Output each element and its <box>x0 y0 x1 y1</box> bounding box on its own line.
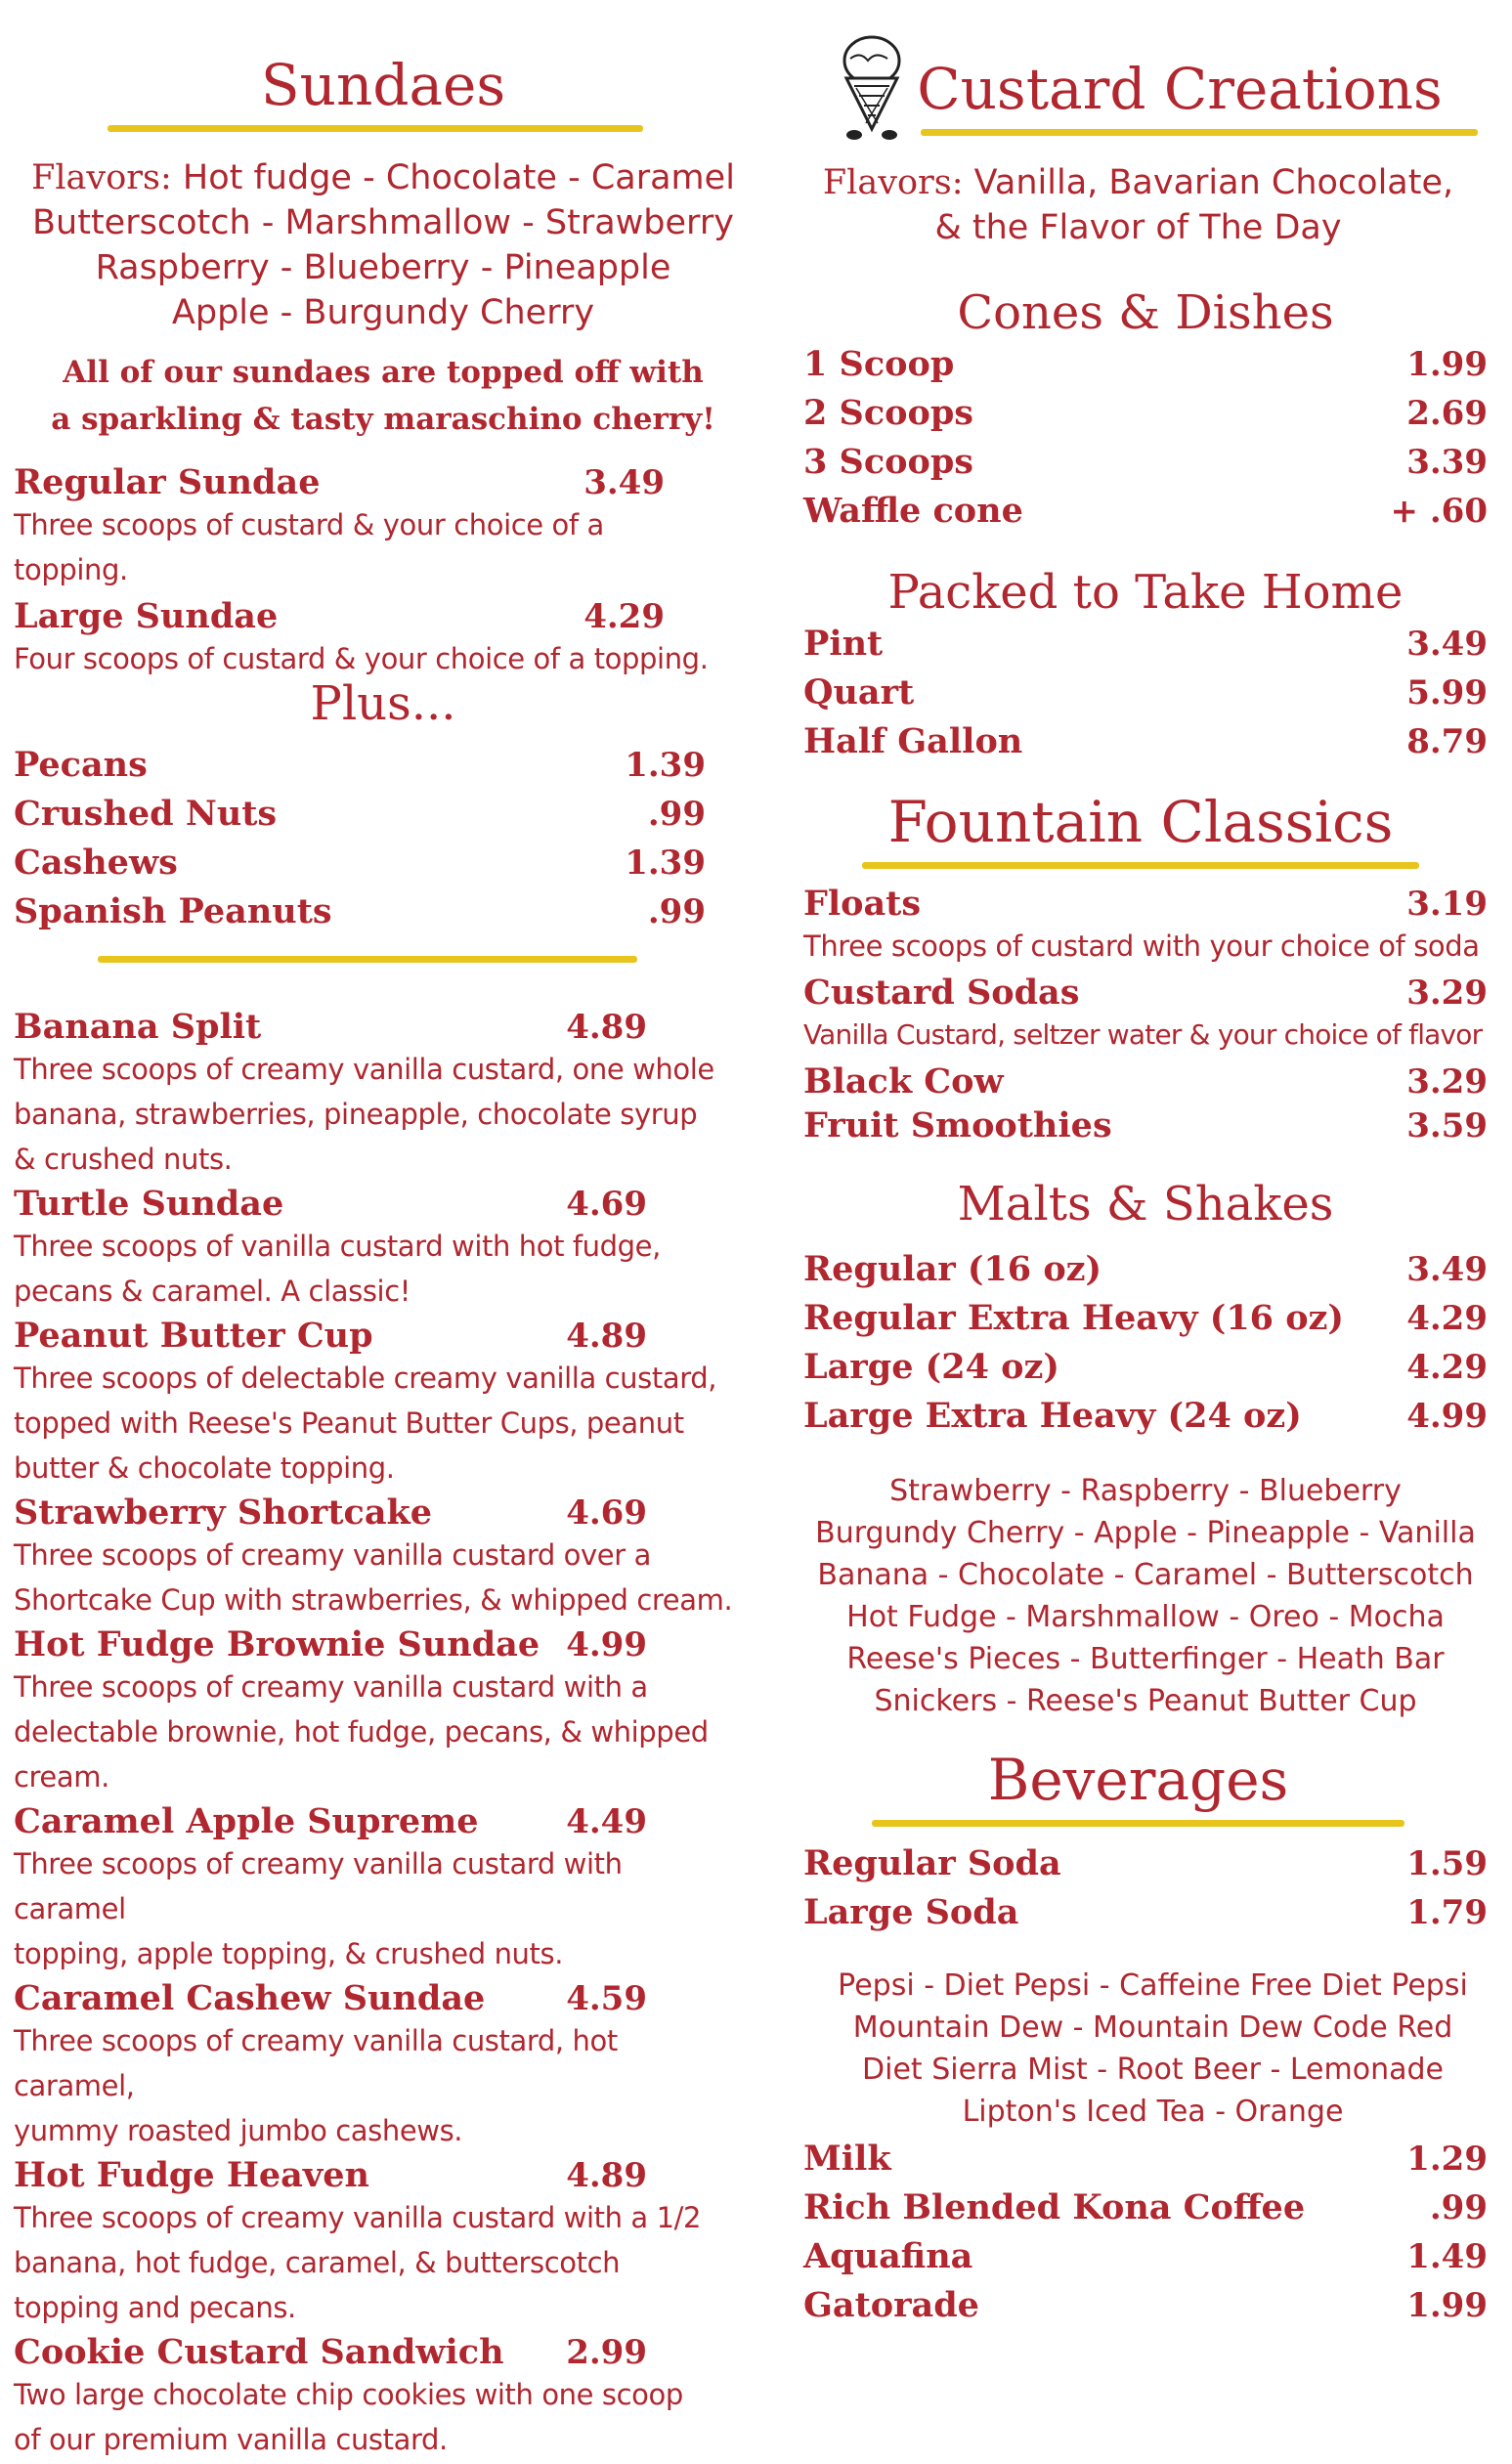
packed-section <box>803 565 1488 770</box>
item-description: & crushed nuts. <box>14 1143 233 1176</box>
item-price: 4.99 <box>1406 1397 1488 1436</box>
item-price: 3.49 <box>1406 1250 1488 1289</box>
item-description: Three scoops of creamy vanilla custard, hot caramel, <box>14 2024 618 2102</box>
item-name: Regular (16 oz) <box>803 1249 1102 1289</box>
menu-item-header <box>14 1007 737 1047</box>
item-name: Turtle Sundae <box>14 1184 284 1224</box>
menu-item <box>803 2139 1488 2187</box>
flavor-line <box>794 160 1483 205</box>
custard-title: Custard Creations <box>917 56 1443 122</box>
menu-item <box>803 1347 1488 1396</box>
menu-item <box>14 596 723 636</box>
menu-item <box>803 1843 1488 1892</box>
fountain-underline <box>862 862 1419 869</box>
malts-title: Malts & Shakes <box>957 1177 1334 1232</box>
item-name: 1 Scoop <box>803 344 955 384</box>
menu-item <box>14 745 706 794</box>
menu-item <box>803 672 1488 721</box>
flavor-line: Burgundy Cherry - Apple - Pineapple - Vanilla <box>815 1516 1476 1550</box>
malts-items <box>803 1249 1488 1445</box>
item-description: Two large chocolate chip cookies with one scoop <box>14 2378 683 2411</box>
item-price: 1.39 <box>625 843 706 883</box>
item-description: Three scoops of custard with your choice of soda <box>803 929 1480 963</box>
flavor-line: Banana - Chocolate - Caramel - Butterscotch <box>817 1558 1474 1592</box>
item-name: Custard Sodas <box>803 973 1080 1013</box>
flavor-line <box>14 155 753 200</box>
item-price: 1.39 <box>625 746 706 785</box>
item-name: Hot Fudge Brownie Sundae <box>14 1624 540 1664</box>
menu-item <box>803 1396 1488 1445</box>
specialty-item <box>14 1978 737 2153</box>
item-price: .99 <box>1429 2188 1488 2227</box>
item-price: 4.49 <box>566 1802 647 1841</box>
flavors-label: Flavors: <box>822 163 964 202</box>
section-divider <box>98 956 637 963</box>
item-description: topping and pecans. <box>14 2291 296 2324</box>
item-description: Three scoops of vanilla custard with hot fudge, <box>14 1230 661 1263</box>
item-name: Strawberry Shortcake <box>14 1492 433 1533</box>
item-price: 3.39 <box>1406 443 1488 482</box>
item-name: Banana Split <box>14 1007 262 1047</box>
menu-item-header <box>14 1184 737 1224</box>
menu-item <box>803 624 1488 672</box>
packed-title: Packed to Take Home <box>887 565 1404 620</box>
menu-item-header <box>14 1801 737 1841</box>
menu-item <box>14 843 706 891</box>
plus-items <box>14 745 753 940</box>
menu-item <box>803 1061 1512 1102</box>
item-name: Cashews <box>14 843 178 883</box>
item-price: 1.29 <box>1406 2140 1488 2179</box>
item-name: Pecans <box>14 745 148 785</box>
item-price: 4.89 <box>566 1008 647 1047</box>
item-name: Regular Sundae <box>14 462 321 502</box>
item-name: Rich Blended Kona Coffee <box>803 2187 1306 2227</box>
item-name: Half Gallon <box>803 721 1023 761</box>
menu-item <box>803 344 1488 393</box>
custard-flavors <box>794 160 1483 250</box>
soda-items <box>803 1843 1488 1941</box>
item-description: Three scoops of custard & your choice of a topping. <box>14 508 604 586</box>
beverages-underline <box>872 1820 1404 1827</box>
flavor-text: Vanilla, Bavarian Chocolate, <box>973 163 1454 202</box>
item-description: Three scoops of creamy vanilla custard with a 1/2 <box>14 2201 702 2234</box>
item-description: Four scoops of custard & your choice of a topping. <box>14 642 709 675</box>
item-name: Large Soda <box>803 1892 1019 1932</box>
item-price: 4.99 <box>566 1625 647 1664</box>
item-name: Quart <box>803 672 915 713</box>
specialty-item <box>14 2155 737 2330</box>
item-price: .99 <box>647 892 706 931</box>
item-price: 3.29 <box>1406 1062 1488 1102</box>
sundae-items <box>14 462 753 681</box>
cones-title: Cones & Dishes <box>957 285 1334 340</box>
item-price: 3.19 <box>1406 885 1488 924</box>
menu-item-header <box>14 2155 737 2195</box>
specialty-item <box>14 1007 737 1182</box>
item-name: Hot Fudge Heaven <box>14 2155 369 2195</box>
item-description: Three scoops of creamy vanilla custard, one whole <box>14 1053 714 1086</box>
item-price: .99 <box>647 795 706 834</box>
specialty-item <box>14 2332 737 2462</box>
item-price: 4.69 <box>566 1185 647 1224</box>
menu-item-header <box>14 1978 737 2018</box>
item-name: Black Cow <box>803 1061 1004 1102</box>
flavor-text: Hot fudge - Chocolate - Caramel <box>182 158 735 197</box>
item-description: topping, apple topping, & crushed nuts. <box>14 1937 564 1970</box>
item-price: 1.99 <box>1406 345 1488 384</box>
menu-item-header <box>14 1316 737 1356</box>
specialty-item <box>14 1316 737 1491</box>
item-price: 2.99 <box>566 2333 647 2372</box>
item-price: 3.59 <box>1406 1106 1488 1146</box>
item-description: banana, hot fudge, caramel, & butterscotch <box>14 2246 621 2279</box>
menu-item <box>803 2187 1488 2236</box>
flavor-line: Lipton's Iced Tea - Orange <box>962 2095 1344 2129</box>
item-name: Large Sundae <box>14 596 279 636</box>
item-description: Three scoops of creamy vanilla custard over a <box>14 1538 651 1572</box>
plus-section <box>14 676 753 940</box>
flavor-line: Snickers - Reese's Peanut Butter Cup <box>874 1684 1417 1718</box>
flavor-line: Butterscotch - Marshmallow - Strawberry <box>32 203 734 242</box>
item-price: 4.89 <box>566 1317 647 1356</box>
sundaes-section <box>14 52 753 681</box>
item-name: Aquafina <box>803 2236 973 2276</box>
note-line: a sparkling & tasty maraschino cherry! <box>51 402 715 437</box>
item-price: 2.69 <box>1406 394 1488 433</box>
menu-item <box>14 794 706 843</box>
fountain-title: Fountain Classics <box>887 789 1394 855</box>
sundaes-underline <box>108 125 643 132</box>
fountain-section <box>862 789 1419 869</box>
menu-item <box>803 973 1512 1013</box>
specialty-item <box>14 1624 737 1799</box>
item-price: 3.49 <box>1406 625 1488 664</box>
item-price: 4.89 <box>566 2156 647 2195</box>
flavor-line: Raspberry - Blueberry - Pineapple <box>95 248 671 287</box>
menu-item <box>14 462 723 502</box>
menu-item <box>803 1105 1512 1146</box>
flavors-label: Flavors: <box>31 158 172 197</box>
specialty-sundaes <box>14 1007 737 2464</box>
beverages-section <box>872 1747 1404 1827</box>
item-price: 3.29 <box>1406 973 1488 1013</box>
item-description: pecans & caramel. A classic! <box>14 1275 410 1308</box>
custard-section <box>852 56 1507 136</box>
flavor-line: Pepsi - Diet Pepsi - Caffeine Free Diet Pepsi <box>838 1968 1468 2003</box>
note-line: All of our sundaes are topped off with <box>63 355 704 390</box>
item-price: 4.29 <box>1406 1299 1488 1338</box>
item-price: 4.29 <box>583 597 665 636</box>
item-price: + .60 <box>1390 492 1488 531</box>
menu-item <box>803 884 1512 924</box>
item-description: Three scoops of creamy vanilla custard with caramel <box>14 1847 623 1925</box>
soda-flavors <box>794 1965 1512 2133</box>
item-name: Regular Soda <box>803 1843 1061 1883</box>
item-name: Gatorade <box>803 2285 979 2325</box>
item-description: Three scoops of creamy vanilla custard with a <box>14 1670 648 1704</box>
fountain-items <box>803 884 1512 1146</box>
item-name: Peanut Butter Cup <box>14 1316 373 1356</box>
flavor-line: Mountain Dew - Mountain Dew Code Red <box>852 2010 1453 2045</box>
item-description: of our premium vanilla custard. <box>14 2423 448 2456</box>
flavor-line: & the Flavor of The Day <box>934 208 1342 247</box>
menu-item-header <box>14 1492 737 1533</box>
item-name: Floats <box>803 884 922 924</box>
item-name: Caramel Apple Supreme <box>14 1801 479 1841</box>
custard-underline <box>921 129 1478 136</box>
specialty-item <box>14 1801 737 1976</box>
specialty-item <box>14 1184 737 1314</box>
item-price: 1.49 <box>1406 2237 1488 2276</box>
other-beverages <box>803 2139 1488 2334</box>
menu-item <box>803 1298 1488 1347</box>
menu-item <box>803 1892 1488 1941</box>
item-price: 3.49 <box>583 463 665 502</box>
item-description: butter & chocolate topping. <box>14 1451 395 1485</box>
menu-item <box>803 2236 1488 2285</box>
item-name: Milk <box>803 2139 891 2179</box>
item-name: Caramel Cashew Sundae <box>14 1978 486 2018</box>
item-name: 2 Scoops <box>803 393 973 433</box>
item-price: 4.59 <box>566 1979 647 2018</box>
item-name: Large Extra Heavy (24 oz) <box>803 1396 1302 1436</box>
flavor-line: Apple - Burgundy Cherry <box>171 293 595 332</box>
item-name: Large (24 oz) <box>803 1347 1059 1387</box>
item-description: Three scoops of delectable creamy vanilla custard, <box>14 1362 717 1395</box>
menu-item <box>14 891 706 940</box>
item-price: 1.59 <box>1406 1844 1488 1883</box>
item-price: 1.79 <box>1406 1893 1488 1932</box>
item-price: 8.79 <box>1406 722 1488 761</box>
sundae-flavors <box>14 155 753 335</box>
item-name: Pint <box>803 624 884 664</box>
menu-item <box>803 2285 1488 2334</box>
item-description: Shortcake Cup with strawberries, & whipped cream. <box>14 1583 733 1617</box>
item-price: 5.99 <box>1406 673 1488 713</box>
menu-item <box>803 1249 1488 1298</box>
menu-item-header <box>14 2332 737 2372</box>
item-price: 1.99 <box>1406 2286 1488 2325</box>
menu-item <box>803 491 1488 540</box>
item-description: delectable brownie, hot fudge, pecans, & whipped cream. <box>14 1715 709 1794</box>
specialty-item <box>14 1492 737 1622</box>
flavor-line: Hot Fudge - Marshmallow - Oreo - Mocha <box>846 1600 1445 1634</box>
item-name: Fruit Smoothies <box>803 1105 1112 1146</box>
malts-section <box>803 1177 1488 1722</box>
item-name: Waffle cone <box>803 491 1023 531</box>
menu-item <box>803 442 1488 491</box>
cherry-note <box>14 349 753 443</box>
menu-item <box>803 721 1488 770</box>
flavor-line: Reese's Pieces - Butterfinger - Heath Bar <box>846 1642 1445 1676</box>
item-name: 3 Scoops <box>803 442 973 482</box>
sundaes-title: Sundaes <box>260 52 506 118</box>
beverages-title: Beverages <box>987 1747 1289 1813</box>
menu-item-header <box>14 1624 737 1664</box>
item-description: yummy roasted jumbo cashews. <box>14 2114 463 2147</box>
shake-flavors <box>803 1470 1488 1722</box>
item-name: Regular Extra Heavy (16 oz) <box>803 1298 1344 1338</box>
item-price: 4.29 <box>1406 1348 1488 1387</box>
item-name: Cookie Custard Sandwich <box>14 2332 504 2372</box>
cones-items <box>803 344 1488 540</box>
item-price: 4.69 <box>566 1493 647 1533</box>
item-name: Crushed Nuts <box>14 794 278 834</box>
item-name: Spanish Peanuts <box>14 891 332 931</box>
packed-items <box>803 624 1488 770</box>
plus-title: Plus... <box>310 676 456 731</box>
menu-item <box>803 393 1488 442</box>
flavor-line: Diet Sierra Mist - Root Beer - Lemonade <box>862 2053 1444 2087</box>
item-description: topped with Reese's Peanut Butter Cups, peanut <box>14 1406 684 1440</box>
item-description: Vanilla Custard, seltzer water & your choice of flavor <box>803 1018 1483 1051</box>
item-description: banana, strawberries, pineapple, chocolate syrup <box>14 1098 698 1131</box>
cones-section <box>803 285 1488 540</box>
flavor-line: Strawberry - Raspberry - Blueberry <box>889 1474 1402 1508</box>
